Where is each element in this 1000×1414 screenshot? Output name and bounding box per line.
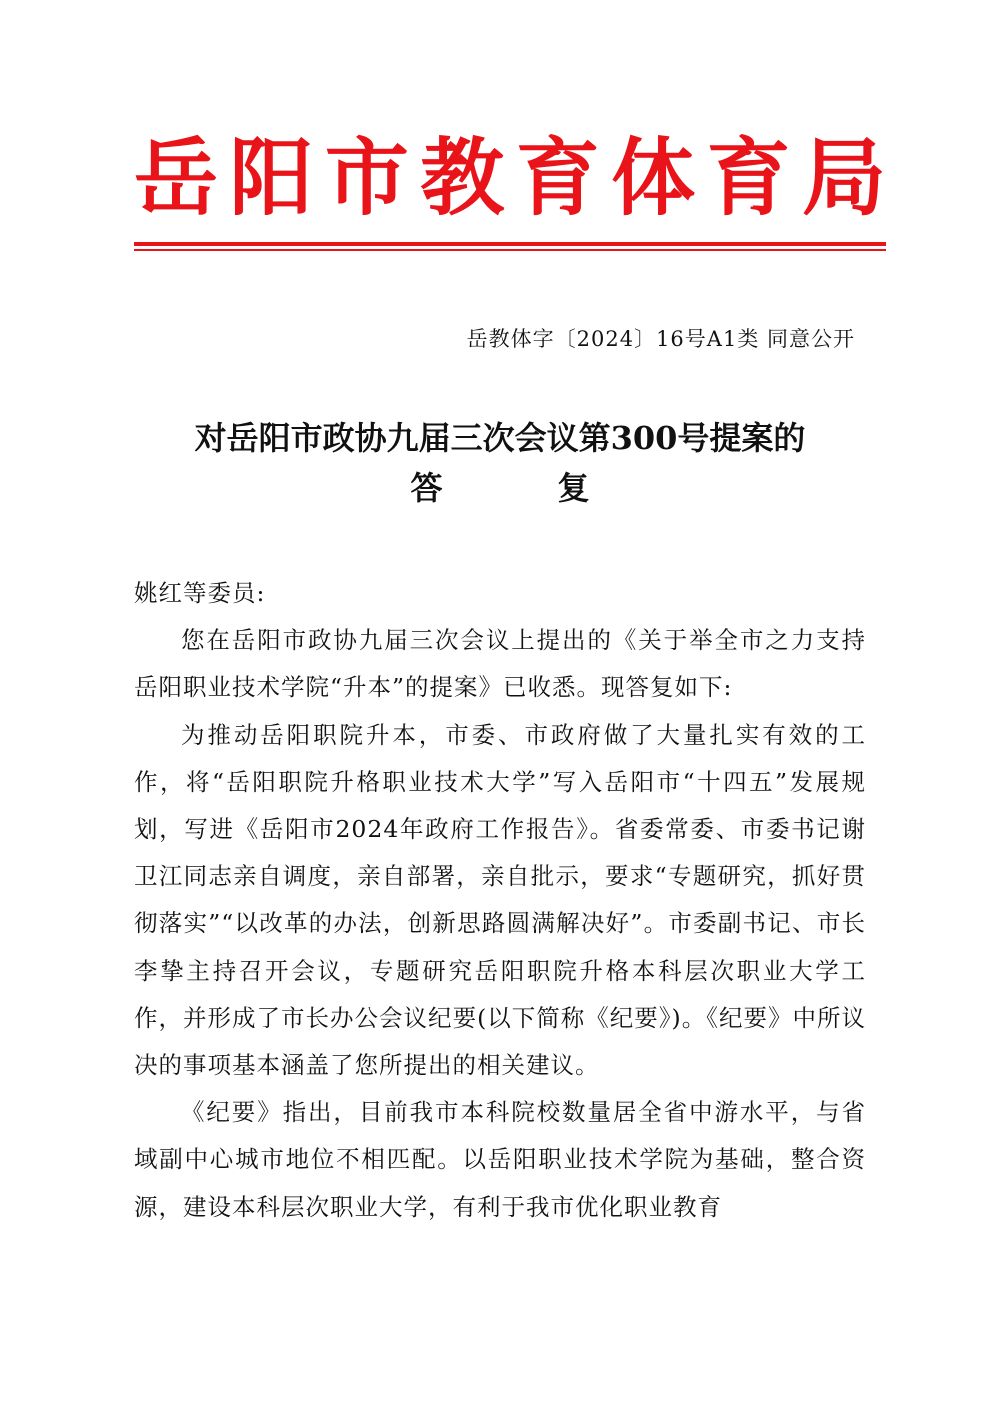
- masthead-rule-thin: [134, 249, 886, 251]
- masthead-char: 局: [801, 128, 886, 227]
- masthead-char: 市: [324, 128, 409, 227]
- masthead-char: 教: [420, 128, 505, 227]
- body-paragraph: 您在岳阳市政协九届三次会议上提出的《关于举全市之力支持岳阳职业技术学院“升本”的提案》已收悉。现答复如下:: [134, 626, 866, 702]
- masthead-char: 育: [515, 128, 600, 227]
- reply-body: [134, 570, 866, 1231]
- salutation: 姚红等委员:: [134, 579, 266, 607]
- reply-title: 对岳阳市政协九届三次会议第300号提案的: [194, 419, 806, 457]
- body-paragraph: 为推动岳阳职院升本，市委、市政府做了大量扎实有效的工作，将“岳阳职院升格职业技术大学”写入岳阳市“十四五”发展规划，写进《岳阳市2024年政府工作报告》。省委常委、市委书记谢卫江同志亲自调度，亲自部署，亲自批示，要求“专题研究，抓好贯彻落实”“以改革的办法，创新思路圆满解决好”。市委副书记、市长李挚主持召开会议，专题研究岳阳职院升格本科层次职业大学工作，并形成了市长办公会议纪要(以下简称《纪要》)。《纪要》中所议决的事项基本涵盖了您所提出的相关建议。: [134, 720, 866, 1080]
- reply-title-subtitle: 答复: [410, 469, 705, 507]
- agency-masthead: [134, 128, 886, 228]
- body-paragraph: 《纪要》指出，目前我市本科院校数量居全省中游水平，与省域副中心城市地位不相匹配。以岳阳职业技术学院为基础，整合资源，建设本科层次职业大学，有利于我市优化职业教育: [134, 1098, 866, 1221]
- masthead-rule-thick: [134, 242, 886, 246]
- masthead-char: 育: [706, 128, 791, 227]
- masthead-char: 阳: [229, 128, 314, 227]
- masthead-char: 体: [611, 128, 696, 227]
- document-number: 岳教体字〔2024〕16号A1类 同意公开: [466, 327, 855, 351]
- masthead-char: 岳: [134, 128, 219, 227]
